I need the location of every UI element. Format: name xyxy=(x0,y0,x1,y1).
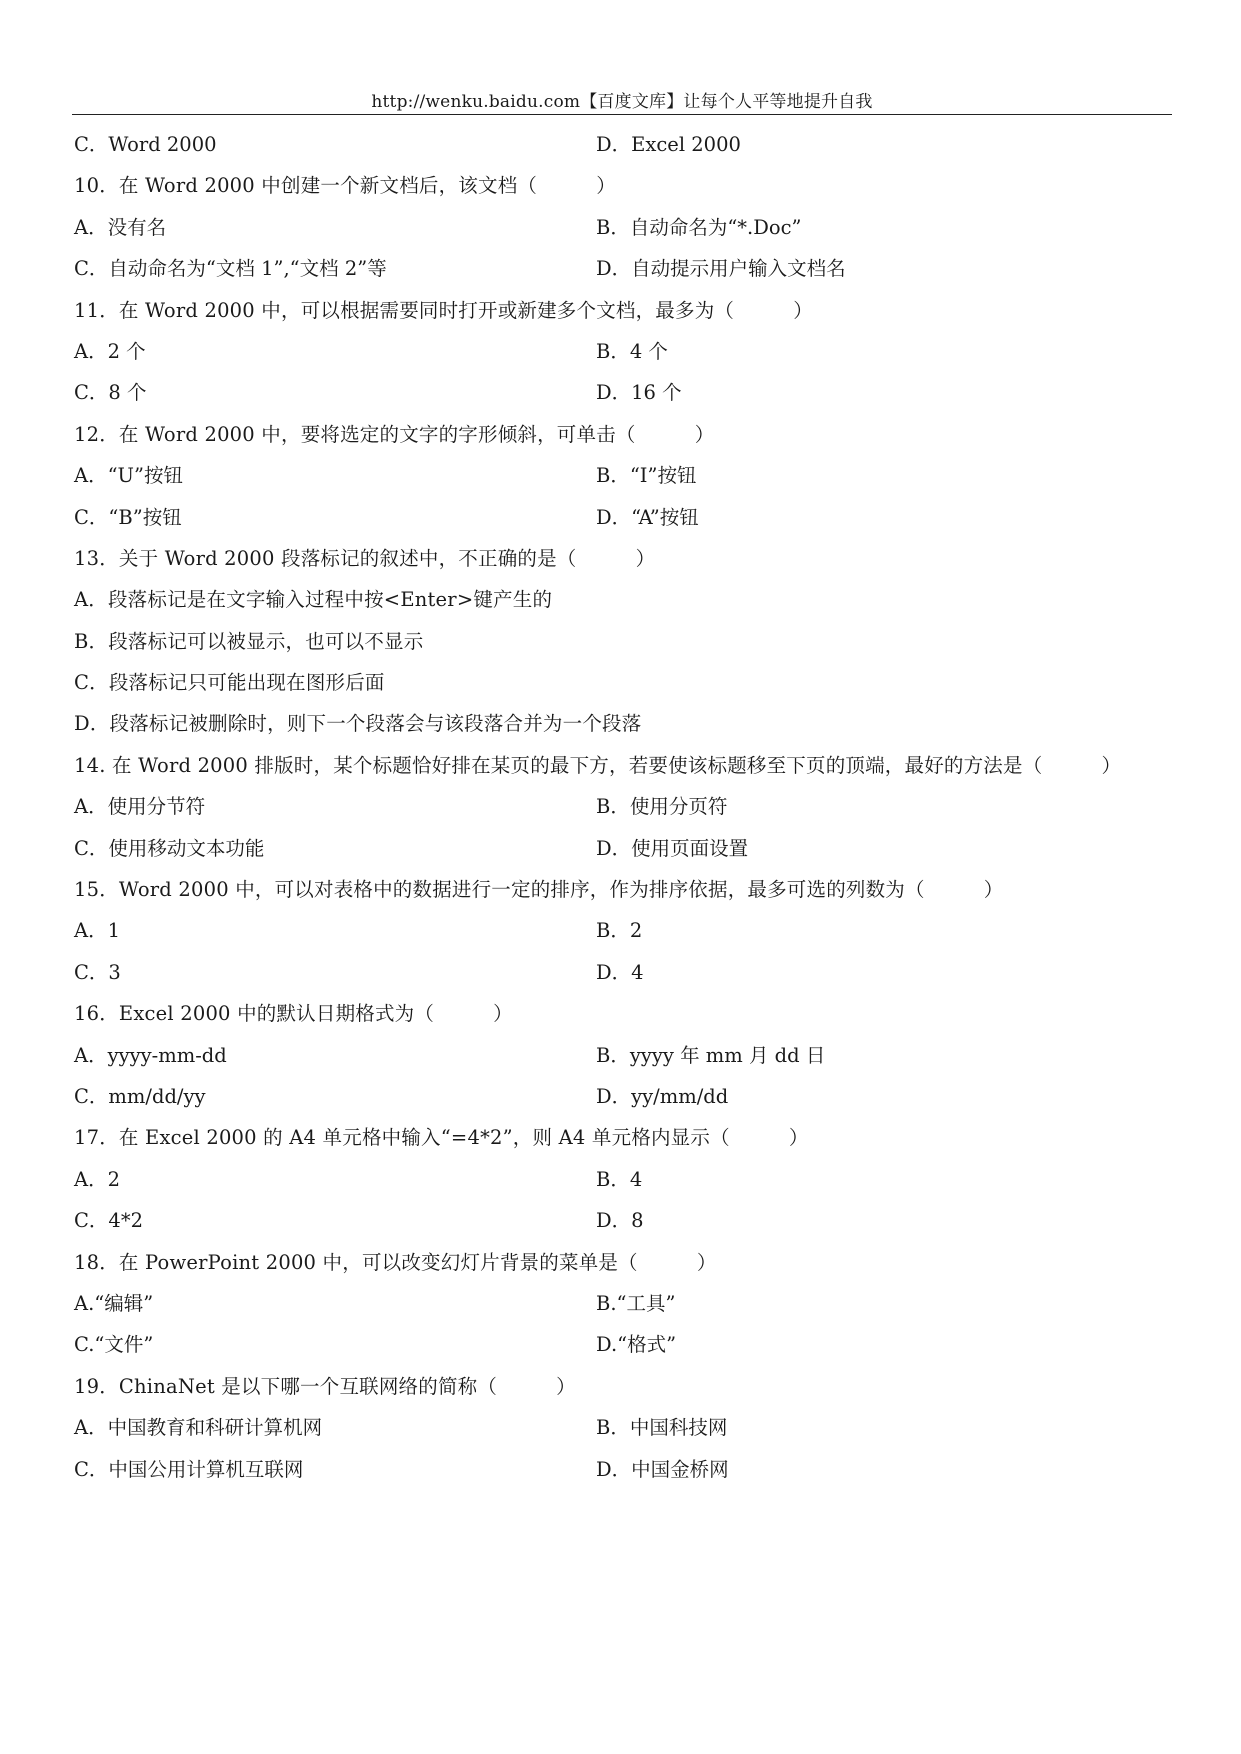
option-left: A.“编辑” xyxy=(74,1291,154,1315)
option-right: D．中国金桥网 xyxy=(596,1457,729,1481)
question-line xyxy=(74,745,1172,786)
option-right: B．4 xyxy=(596,1167,643,1191)
option-row xyxy=(74,828,1172,869)
option-left: A．2 个 xyxy=(74,339,146,363)
line-text: C．段落标记只可能出现在图形后面 xyxy=(74,671,385,695)
option-left: C．“B”按钮 xyxy=(74,505,182,529)
option-right: D．16 个 xyxy=(596,381,682,405)
line-text: 11．在 Word 2000 中，可以根据需要同时打开或新建多个文档，最多为（ ） xyxy=(74,298,813,322)
question-line xyxy=(74,165,1172,206)
option-row xyxy=(74,124,1172,165)
question-line xyxy=(74,869,1172,910)
option-right: D．使用页面设置 xyxy=(596,836,749,860)
question-list xyxy=(74,124,1172,1490)
option-left: A．yyyy-mm-dd xyxy=(74,1043,227,1067)
question-line xyxy=(74,621,1172,662)
option-left: C.“文件” xyxy=(74,1333,154,1357)
option-row xyxy=(74,1035,1172,1076)
page-header: http://wenku.baidu.com【百度文库】让每个人平等地提升自我 xyxy=(371,92,873,112)
question-line xyxy=(74,1366,1172,1407)
option-right: D．Excel 2000 xyxy=(596,133,741,156)
option-row xyxy=(74,1200,1172,1241)
option-row xyxy=(74,1076,1172,1117)
option-left: A．2 xyxy=(74,1167,120,1191)
option-right: B．使用分页符 xyxy=(596,795,728,819)
line-text: 18．在 PowerPoint 2000 中，可以改变幻灯片背景的菜单是（ ） xyxy=(74,1250,717,1274)
question-line xyxy=(74,993,1172,1034)
option-row xyxy=(74,1324,1172,1365)
option-right: D．“A”按钮 xyxy=(596,505,699,529)
option-left: C．自动命名为“文档 1”,“文档 2”等 xyxy=(74,257,387,281)
option-right: D．8 xyxy=(596,1209,644,1233)
line-text: 10．在 Word 2000 中创建一个新文档后，该文档（ ） xyxy=(74,174,616,198)
option-row xyxy=(74,207,1172,248)
option-row xyxy=(74,455,1172,496)
option-left: A．“U”按钮 xyxy=(74,464,183,488)
option-right: D．自动提示用户输入文档名 xyxy=(596,257,846,281)
question-line xyxy=(74,538,1172,579)
option-left: A．1 xyxy=(74,919,120,943)
line-text: 13．关于 Word 2000 段落标记的叙述中，不正确的是（ ） xyxy=(74,546,656,570)
line-text: 15．Word 2000 中，可以对表格中的数据进行一定的排序，作为排序依据，最多可选的列数为（ ） xyxy=(74,878,1004,902)
question-line xyxy=(74,1242,1172,1283)
option-row xyxy=(74,372,1172,413)
option-row xyxy=(74,497,1172,538)
question-line xyxy=(74,290,1172,331)
option-row xyxy=(74,1449,1172,1490)
line-text: A．段落标记是在文字输入过程中按<Enter>键产生的 xyxy=(74,588,553,612)
line-text: 14. 在 Word 2000 排版时，某个标题恰好排在某页的最下方，若要使该标题移至下页的顶端，最好的方法是（ ） xyxy=(74,753,1122,777)
line-text: 12．在 Word 2000 中，要将选定的文字的字形倾斜，可单击（ ） xyxy=(74,422,715,446)
line-text: 17．在 Excel 2000 的 A4 单元格中输入“=4*2”，则 A4 单元格内显示（ ） xyxy=(74,1126,809,1150)
option-left: C．mm/dd/yy xyxy=(74,1084,206,1108)
option-left: C．8 个 xyxy=(74,381,147,405)
option-right: B．自动命名为“*.Doc” xyxy=(596,215,802,239)
line-text: 19．ChinaNet 是以下哪一个互联网络的简称（ ） xyxy=(74,1374,576,1398)
option-left: C．4*2 xyxy=(74,1209,143,1233)
option-row xyxy=(74,1407,1172,1448)
option-right: B.“工具” xyxy=(596,1291,676,1315)
line-text: D．段落标记被删除时，则下一个段落会与该段落合并为一个段落 xyxy=(74,712,642,736)
option-left: C．Word 2000 xyxy=(74,133,217,156)
question-line xyxy=(74,703,1172,744)
option-right: D．yy/mm/dd xyxy=(596,1084,729,1108)
option-right: B．yyyy 年 mm 月 dd 日 xyxy=(596,1043,826,1067)
option-row xyxy=(74,331,1172,372)
header-divider xyxy=(72,114,1172,115)
option-right: B．4 个 xyxy=(596,339,668,363)
option-left: C．中国公用计算机互联网 xyxy=(74,1457,304,1481)
option-left: A．使用分节符 xyxy=(74,795,206,819)
option-row xyxy=(74,786,1172,827)
option-left: C．3 xyxy=(74,960,121,984)
option-row xyxy=(74,1283,1172,1324)
option-left: A．中国教育和科研计算机网 xyxy=(74,1416,323,1440)
option-row xyxy=(74,248,1172,289)
question-line xyxy=(74,1117,1172,1158)
option-left: A．没有名 xyxy=(74,215,167,239)
option-right: D.“格式” xyxy=(596,1333,677,1357)
line-text: B．段落标记可以被显示，也可以不显示 xyxy=(74,629,424,653)
option-row xyxy=(74,952,1172,993)
option-right: B．2 xyxy=(596,919,643,943)
option-right: D．4 xyxy=(596,960,644,984)
question-line xyxy=(74,662,1172,703)
question-line xyxy=(74,579,1172,620)
option-right: B．中国科技网 xyxy=(596,1416,728,1440)
option-left: C．使用移动文本功能 xyxy=(74,836,265,860)
option-row xyxy=(74,1159,1172,1200)
option-row xyxy=(74,910,1172,951)
question-line xyxy=(74,414,1172,455)
line-text: 16．Excel 2000 中的默认日期格式为（ ） xyxy=(74,1002,513,1026)
option-right: B．“I”按钮 xyxy=(596,464,697,488)
